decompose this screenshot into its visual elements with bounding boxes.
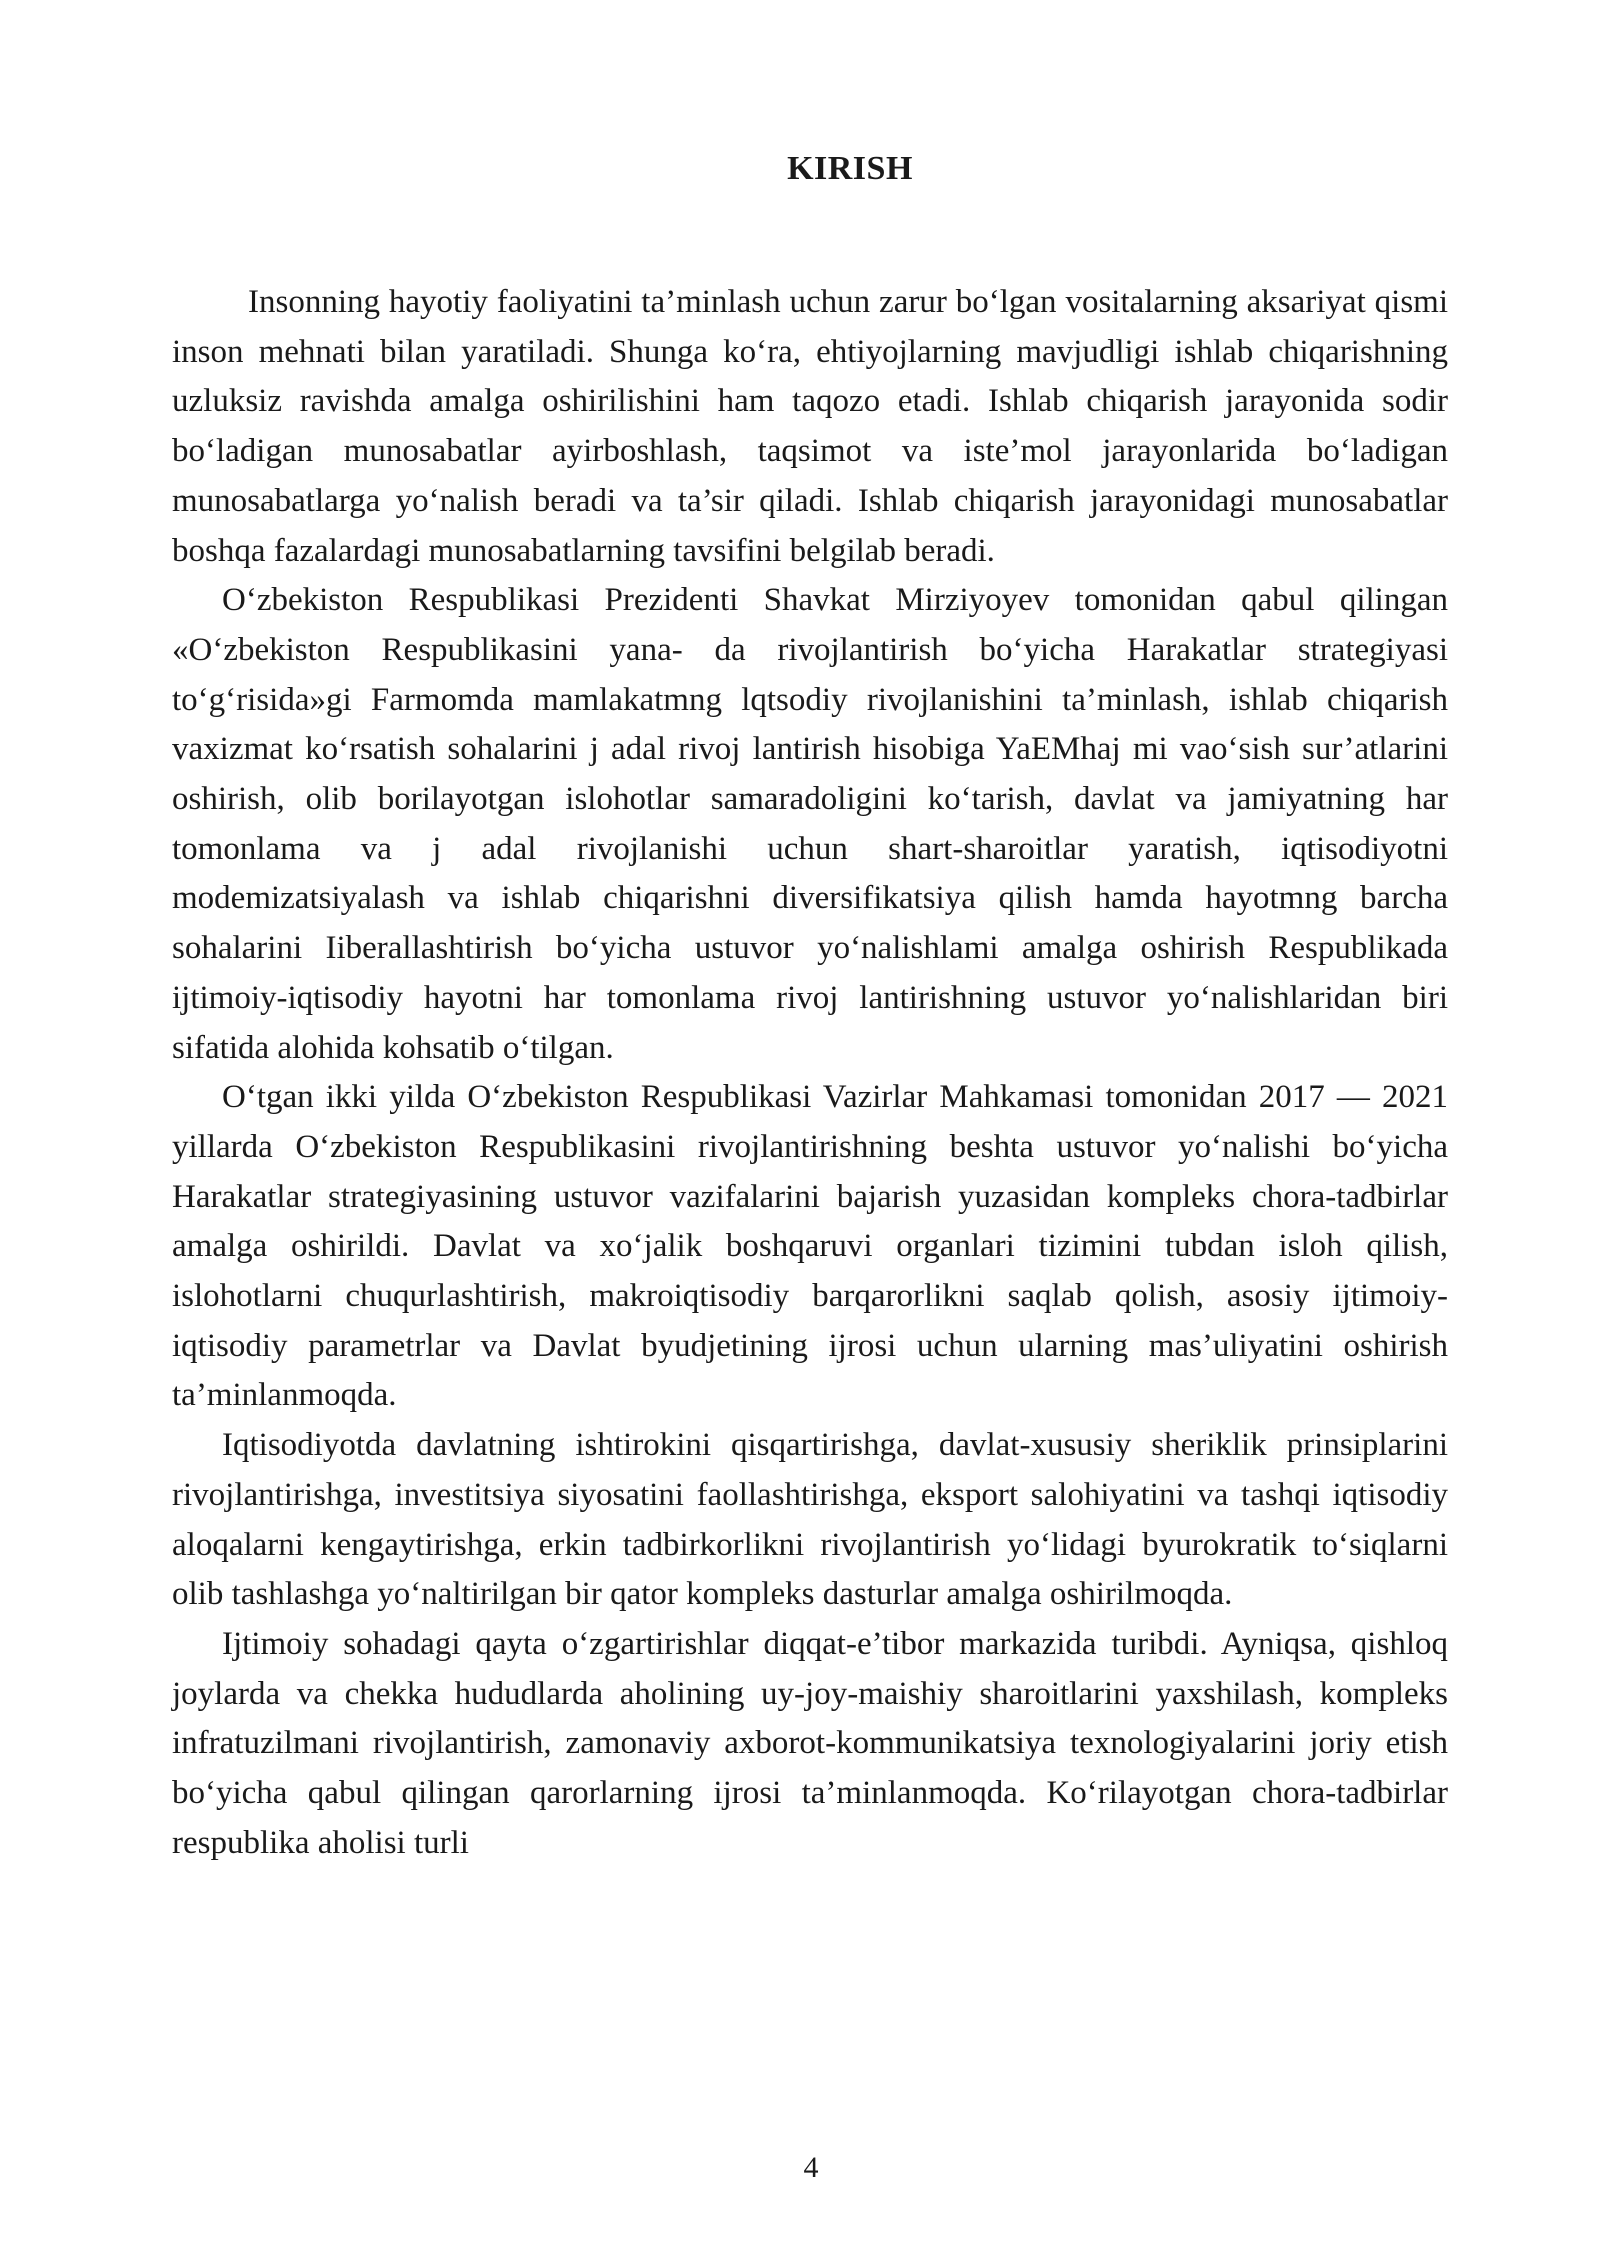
paragraph-3: O‘tgan ikki yilda O‘zbekiston Respublikasi Vazirlar Mahkamasi tomonidan 2017 — 2021 yillarda O‘zbekiston Respublikasini rivojlantirishning beshta ustuvor yo‘nalishi bo‘yicha Harakatlar strategiyasining ustuvor vazifalarini bajarish yuzasidan kompleks chora-tadbirlar amalga oshirildi. Davlat va xo‘jalik boshqaruvi organlari tizimini tubdan isloh qilish, islohotlarni chuqurlashtirish, makroiqtisodiy barqarorlikni saqlab qolish, asosiy ijtimoiy-iqtisodiy parametrlar va Davlat byudjetining ijrosi uchun ularning mas’uliyatini oshirish ta’minlanmoqda. (172, 1079, 1448, 1414)
paragraph-5: Ijtimoiy sohadagi qayta o‘zgartirishlar diqqat-e’tibor markazida turibdi. Ayniqsa, qishloq joylarda va chekka hududlarda aholining uy-joy-maishiy sharoitlarini yaxshilash, kompleks infratuzilmani rivojlantirish, zamonaviy axborot-kommunikatsiya texnologiyalarini joriy etish bo‘yicha qabul qilingan qarorlarning ijrosi ta’minlanmoqda. Ko‘rilayotgan chora-tadbirlar respublika aholisi turli (172, 1625, 1448, 1861)
page-title: KIRISH (787, 150, 913, 187)
page-number: 4 (803, 2151, 819, 2184)
body-text (172, 278, 1448, 1869)
paragraph-4: Iqtisodiyotda davlatning ishtirokini qisqartirishga, davlat-xususiy sheriklik prinsiplarini rivojlantirishga, investitsiya siyosatini faollashtirishga, eksport salohiyatini va tashqi iqtisodiy aloqalarni kengaytirishga, erkin tadbirkorlikni rivojlantirish yo‘lidagi byurokratik to‘siqlarni olib tashlashga yo‘naltirilgan bir qator kompleks dasturlar amalga oshirilmoqda. (172, 1427, 1448, 1613)
paragraph-2: O‘zbekiston Respublikasi Prezidenti Shavkat Mirziyoyev tomonidan qabul qilingan «O‘zbekiston Respublikasini yana- da rivojlantirish bo‘yicha Harakatlar strategiyasi to‘g‘risida»gi Farmomda mamlakatmng lqtsodiy rivojlanishini ta’minlash, ishlab chiqarish vaxizmat ko‘rsatish sohalarini j adal rivoj lantirish hisobiga YaEMhaj mi vao‘sish sur’atlarini oshirish, olib borilayotgan islohotlar samaradoligini ko‘tarish, davlat va jamiyatning har tomonlama va j adal rivojlanishi uchun shart-sharoitlar yaratish, iqtisodiyotni modemizatsiyalash va ishlab chiqarishni diversifikatsiya qilish hamda hayotmng barcha sohalarini Iiberallashtirish bo‘yicha ustuvor yo‘nalishlami amalga oshirish Respublikada ijtimoiy-iqtisodiy hayotni har tomonlama rivoj lantirishning ustuvor yo‘nalishlaridan biri sifatida alohida kohsatib o‘tilgan. (172, 582, 1448, 1066)
paragraph-1: Insonning hayotiy faoliyatini ta’minlash uchun zarur bo‘lgan vositalarning aksariyat qismi inson mehnati bilan yaratiladi. Shunga ko‘ra, ehtiyojlarning mavjudligi ishlab chiqarishning uzluksiz ravishda amalga oshirilishini ham taqozo etadi. Ishlab chiqarish jarayonida sodir bo‘ladigan munosabatlar ayirboshlash, taqsimot va iste’mol jarayonlarida bo‘ladigan munosabatlarga yo‘nalish beradi va ta’sir qiladi. Ishlab chiqarish jarayonidagi munosabatlar boshqa fazalardagi munosabatlarning tavsifini belgilab beradi. (172, 284, 1448, 569)
